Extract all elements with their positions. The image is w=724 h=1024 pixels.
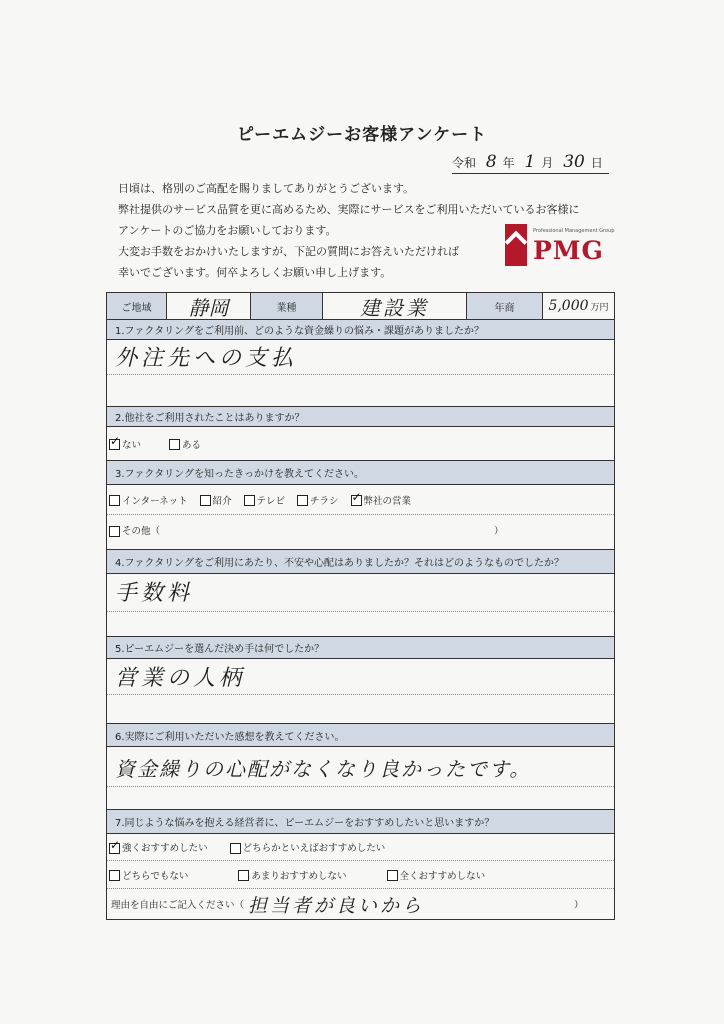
checkbox-icon[interactable]	[169, 439, 180, 450]
pmg-logo	[505, 222, 615, 268]
q3-options	[107, 485, 614, 515]
date-year[interactable]: 8	[485, 152, 497, 172]
q7-reason-label: 理由を自由にご記入ください（	[111, 900, 245, 911]
q7-options-row-1	[107, 834, 614, 861]
region-label: ご地域	[107, 293, 167, 319]
checkbox-icon[interactable]	[109, 495, 120, 506]
question-4: 4.ファクタリングをご利用にあたり、不安や心配はありましたか？それはどのようなものでしたか？	[107, 549, 614, 574]
industry-field[interactable]: 建設業	[323, 293, 467, 319]
q7-reason-row	[107, 889, 614, 919]
q7-options-row-2	[107, 861, 614, 889]
q3-other-close: ）	[494, 526, 504, 537]
header-row	[107, 293, 614, 319]
revenue-field[interactable]	[543, 293, 614, 319]
q2-option-yes[interactable]: ある	[169, 437, 201, 451]
checkbox-icon[interactable]	[297, 495, 308, 506]
answer-1[interactable]: 外注先への支払	[107, 340, 614, 375]
answer-5[interactable]: 営業の人柄	[107, 659, 614, 695]
question-7: 7.同じような悩みを抱える経営者に、ピーエムジーをおすすめしたいと思いますか？	[107, 809, 614, 834]
date-day-unit: 日	[590, 156, 603, 170]
page-title: ピーエムジーお客様アンケート	[236, 125, 488, 145]
checkbox-icon[interactable]	[230, 843, 241, 854]
intro-line: 弊社提供のサービス品質を更に高めるため、実際にサービスをご利用いただいているお客様に	[118, 203, 580, 216]
date-era: 令和	[452, 156, 477, 170]
industry-label: 業種	[251, 293, 323, 319]
question-2: 2.他社をご利用されたことはありますか？	[107, 406, 614, 427]
date-day[interactable]: 30	[563, 152, 585, 172]
intro-line: 幸いでございます。何卒よろしくお願い申し上げます。	[118, 266, 392, 279]
q7-option-not-really[interactable]: あまりおすすめしない	[238, 868, 346, 882]
q7-option-somewhat[interactable]: どちらかといえばおすすめしたい	[230, 840, 386, 854]
checkbox-icon[interactable]	[238, 870, 249, 881]
logo-subtitle: Professional Management Group	[533, 228, 615, 234]
q2-options	[107, 427, 614, 460]
checkbox-icon[interactable]	[244, 495, 255, 506]
q3-option-referral[interactable]: 紹介	[200, 493, 232, 507]
revenue-value: 5,000	[548, 298, 589, 314]
q3-option-internet[interactable]: インターネット	[109, 493, 188, 507]
date-field	[452, 152, 603, 172]
region-field[interactable]: 静岡	[167, 293, 251, 319]
checkbox-icon[interactable]	[387, 870, 398, 881]
checkbox-checked-icon[interactable]	[109, 843, 120, 854]
q3-option-flyer[interactable]: チラシ	[297, 493, 339, 507]
question-5: 5.ピーエムジーを選んだ決め手は何でしたか？	[107, 636, 614, 659]
checkbox-checked-icon[interactable]	[351, 495, 362, 506]
logo-mark-icon	[505, 224, 527, 266]
q3-option-sales[interactable]: ✓ 弊社の営業	[351, 493, 412, 507]
date-year-unit: 年	[502, 156, 515, 170]
q7-reason-field[interactable]: 担当者が良いから	[248, 894, 425, 917]
intro-line: 日頃は、格別のご高配を賜りましてありがとうございます。	[118, 182, 415, 195]
checkbox-icon[interactable]	[109, 526, 120, 537]
q2-option-none[interactable]: ✓ ない	[109, 437, 141, 451]
q3-other-label: その他（	[122, 526, 161, 537]
checkbox-checked-icon[interactable]	[109, 439, 120, 450]
answer-4[interactable]: 手数料	[107, 574, 614, 612]
q3-option-tv[interactable]: テレビ	[244, 493, 285, 507]
q7-option-not-at-all[interactable]: 全くおすすめしない	[387, 868, 486, 882]
checkbox-icon[interactable]	[109, 870, 120, 881]
question-6: 6.実際にご利用いただいた感想を教えてください。	[107, 723, 614, 747]
question-3: 3.ファクタリングを知ったきっかけを教えてください。	[107, 460, 614, 485]
survey-form	[106, 292, 615, 920]
date-month-unit: 月	[541, 156, 554, 170]
date-month[interactable]: 1	[524, 152, 536, 172]
revenue-label: 年商	[467, 293, 543, 319]
q7-option-strongly[interactable]: ✓ 強くおすすめしたい	[109, 840, 208, 854]
q7-option-neutral[interactable]: どちらでもない	[109, 868, 188, 882]
answer-6[interactable]: 資金繰りの心配がなくなり良かったです。	[107, 747, 614, 787]
revenue-unit: 万円	[590, 302, 609, 313]
checkbox-icon[interactable]	[200, 495, 211, 506]
question-1: 1.ファクタリングをご利用前、どのような資金繰りの悩み・課題がありましたか？	[107, 319, 614, 340]
logo-wordmark: PMG	[533, 236, 604, 265]
intro-line: アンケートのご協力をお願いしております。	[118, 224, 337, 237]
q7-reason-close: ）	[574, 900, 584, 911]
date-underline	[452, 173, 609, 174]
intro-line: 大変お手数をおかけいたしますが、下記の質問にお答えいただければ	[118, 245, 459, 258]
q3-other-row	[107, 515, 614, 545]
